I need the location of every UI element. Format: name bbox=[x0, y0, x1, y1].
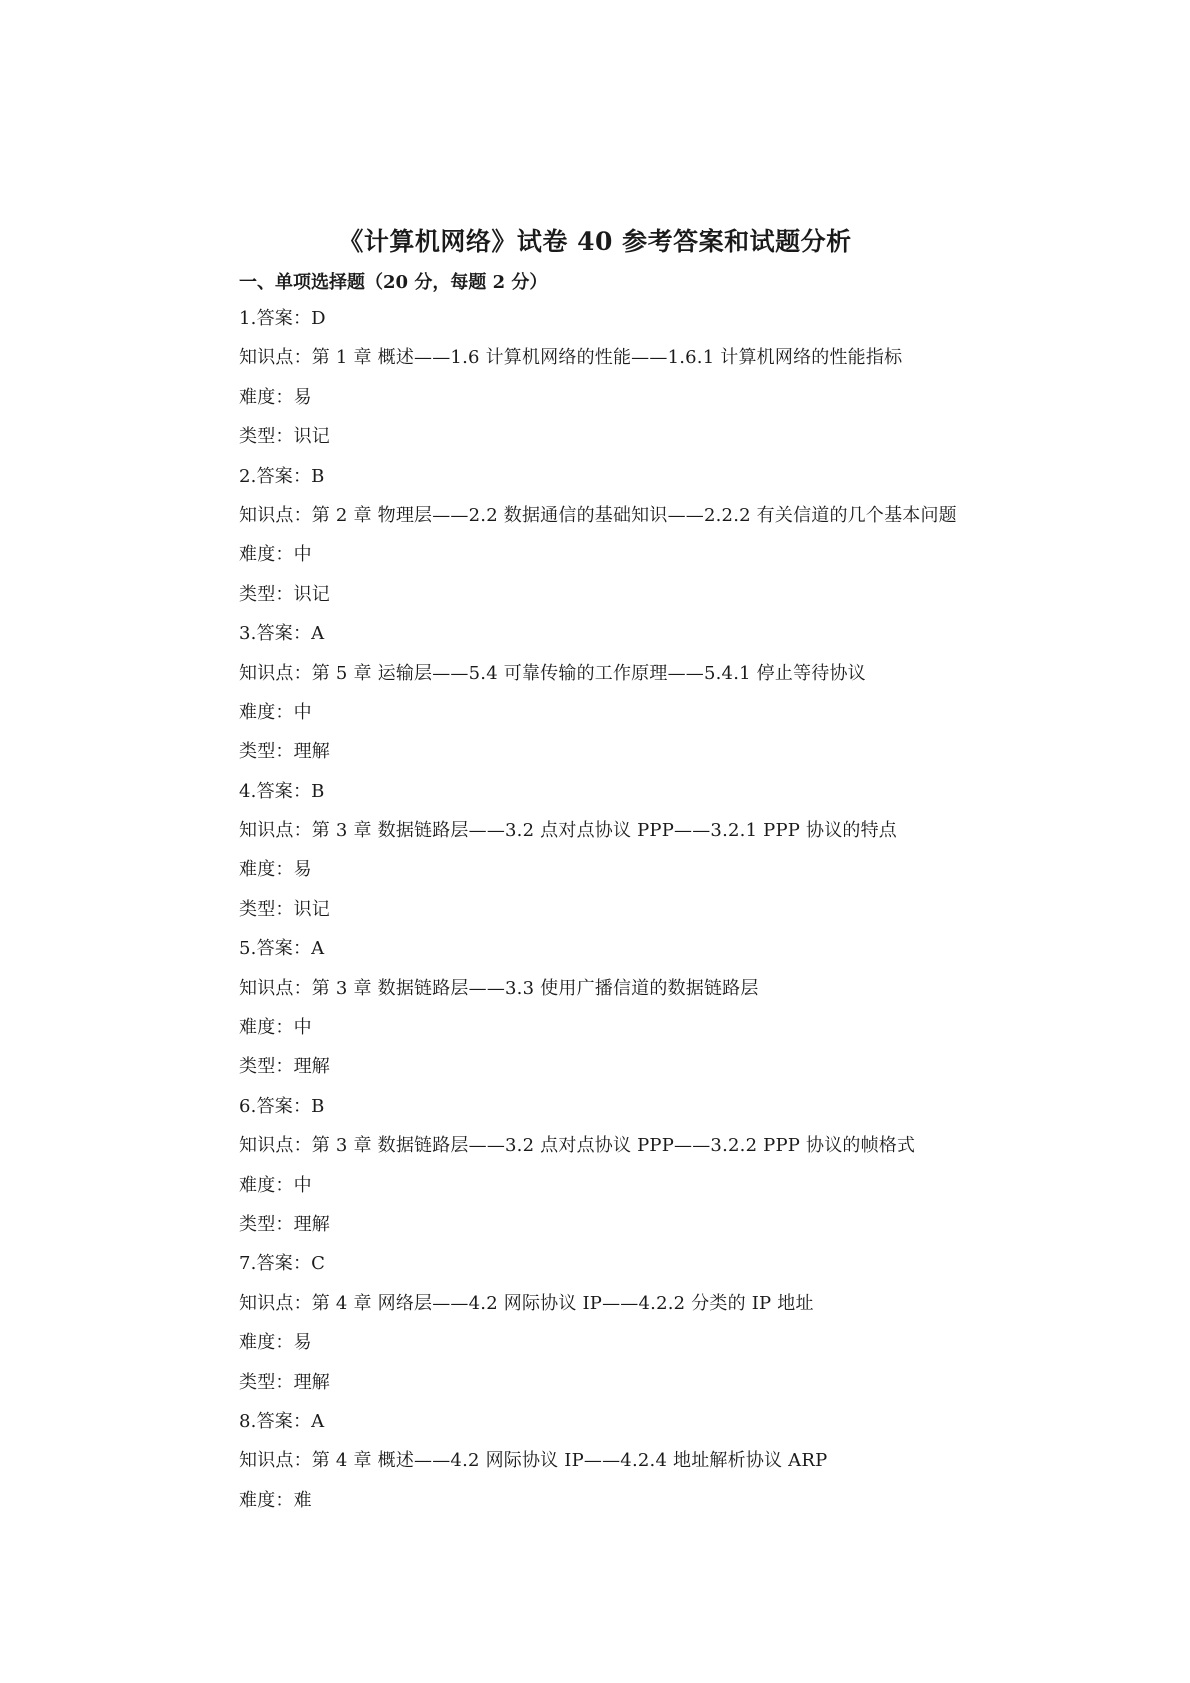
knowledge-point-line: 知识点：第 4 章 概述——4.2 网际协议 IP——4.2.4 地址解析协议 ARP bbox=[239, 1450, 828, 1472]
difficulty-line: 难度：中 bbox=[239, 1017, 312, 1039]
difficulty-line: 难度：中 bbox=[239, 1174, 312, 1196]
type-line: 类型：识记 bbox=[239, 583, 330, 605]
type-line: 类型：理解 bbox=[239, 1213, 330, 1235]
answer-line: 7.答案：C bbox=[239, 1253, 326, 1275]
knowledge-point-line: 知识点：第 1 章 概述——1.6 计算机网络的性能——1.6.1 计算机网络的性能指标 bbox=[239, 347, 903, 369]
answer-line: 4.答案：B bbox=[239, 780, 325, 802]
answer-line: 3.答案：A bbox=[239, 623, 325, 645]
knowledge-point-line: 知识点：第 2 章 物理层——2.2 数据通信的基础知识——2.2.2 有关信道的几个基本问题 bbox=[239, 504, 957, 526]
document-title: 《计算机网络》试卷 40 参考答案和试题分析 bbox=[338, 227, 852, 256]
answer-list bbox=[239, 305, 1059, 1526]
answer-line: 1.答案：D bbox=[239, 308, 326, 329]
knowledge-point-line: 知识点：第 3 章 数据链路层——3.2 点对点协议 PPP——3.2.1 PPP 协议的特点 bbox=[239, 820, 897, 842]
type-line: 类型：理解 bbox=[239, 1371, 330, 1393]
section-heading: 一、单项选择题（20 分，每题 2 分） bbox=[239, 272, 548, 293]
answer-line: 5.答案：A bbox=[239, 938, 325, 960]
type-line: 类型：识记 bbox=[239, 426, 330, 448]
knowledge-point-line: 知识点：第 3 章 数据链路层——3.2 点对点协议 PPP——3.2.2 PPP 协议的帧格式 bbox=[239, 1135, 916, 1157]
answer-line: 6.答案：B bbox=[239, 1095, 325, 1117]
answer-line: 2.答案：B bbox=[239, 465, 325, 487]
difficulty-line: 难度：易 bbox=[239, 1332, 312, 1354]
difficulty-line: 难度：易 bbox=[239, 386, 312, 408]
knowledge-point-line: 知识点：第 4 章 网络层——4.2 网际协议 IP——4.2.2 分类的 IP 地址 bbox=[239, 1292, 814, 1314]
type-line: 类型：理解 bbox=[239, 741, 330, 763]
type-line: 类型：理解 bbox=[239, 1056, 330, 1078]
type-line: 类型：识记 bbox=[239, 898, 330, 920]
knowledge-point-line: 知识点：第 3 章 数据链路层——3.3 使用广播信道的数据链路层 bbox=[239, 977, 759, 999]
difficulty-line: 难度：中 bbox=[239, 544, 312, 566]
difficulty-line: 难度：易 bbox=[239, 859, 312, 881]
knowledge-point-line: 知识点：第 5 章 运输层——5.4 可靠传输的工作原理——5.4.1 停止等待协议 bbox=[239, 662, 866, 684]
answer-line: 8.答案：A bbox=[239, 1410, 325, 1432]
difficulty-line: 难度：中 bbox=[239, 701, 312, 723]
difficulty-line: 难度：难 bbox=[239, 1489, 312, 1511]
